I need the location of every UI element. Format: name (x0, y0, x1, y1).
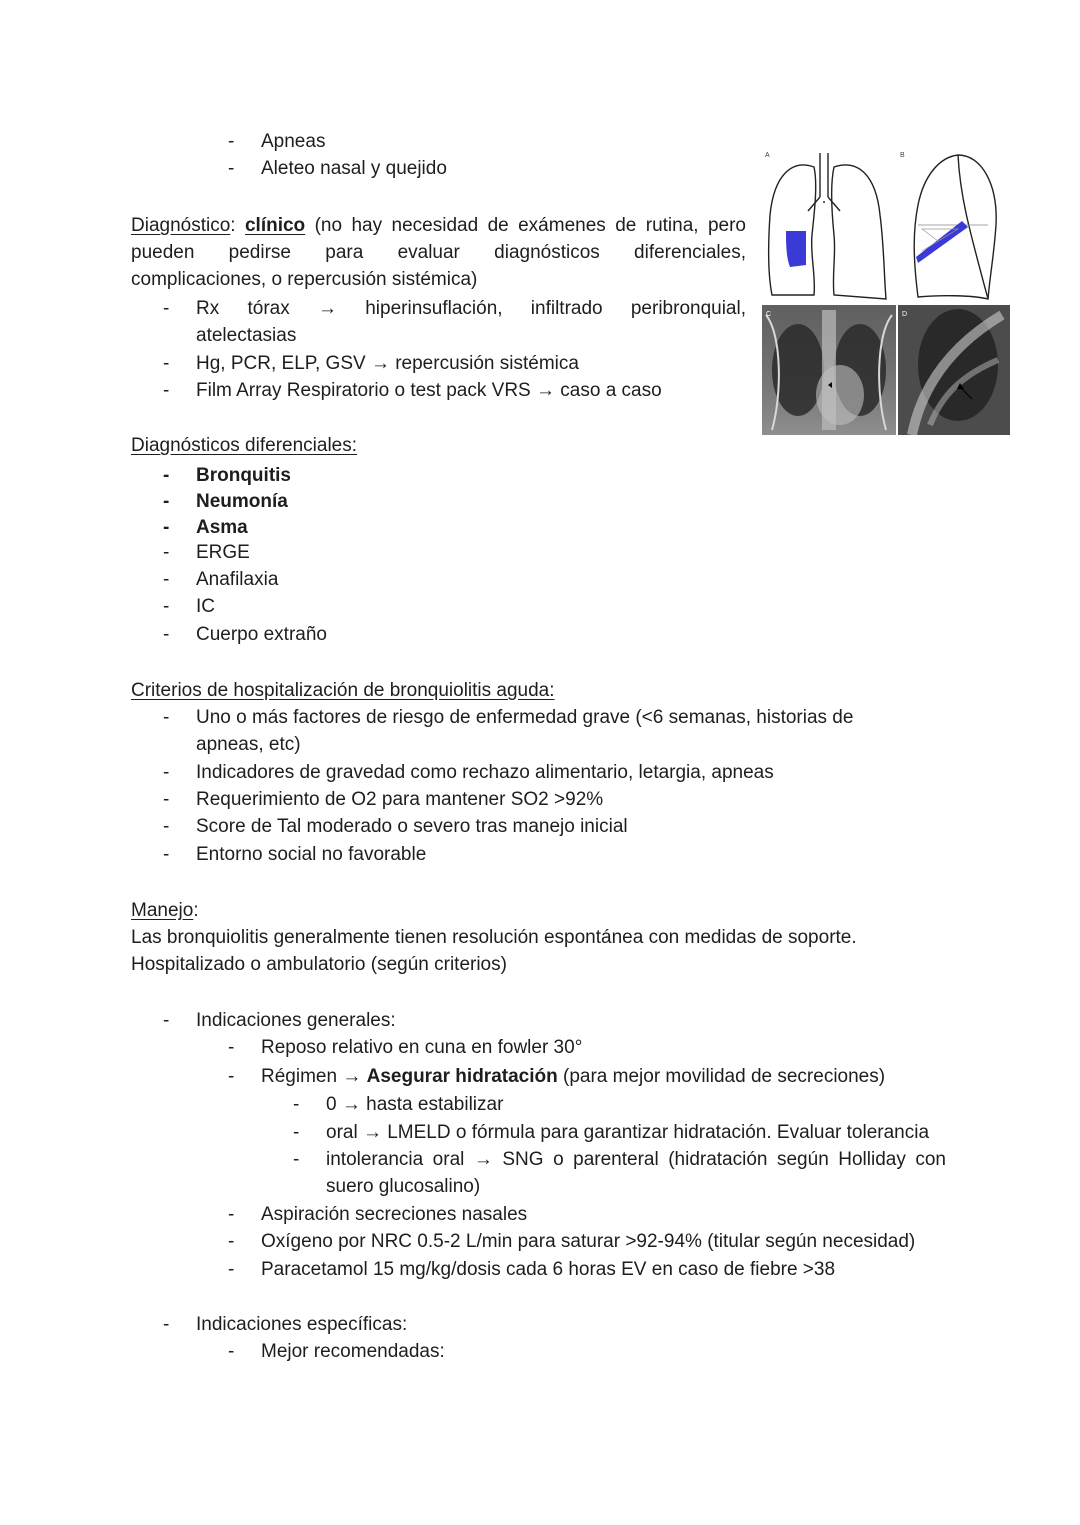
list-dash: - (163, 298, 170, 319)
xray-c (762, 305, 896, 435)
diferenciales-heading: Diagnósticos diferenciales: (131, 435, 358, 456)
list-dash: - (228, 1259, 235, 1280)
diagnostico-line-1: Diagnóstico: clínico (no hay necesidad de exámenes de rutina, pero (131, 215, 746, 236)
manejo-heading-line: Manejo: (131, 900, 199, 921)
list-dash: - (163, 1010, 170, 1031)
panel-label-b: B (900, 152, 905, 159)
panel-label-d: D (902, 311, 908, 318)
indicacion-regimen: Régimen → Asegurar hidratación (para mejor movilidad de secreciones) (261, 1066, 886, 1087)
list-dash: - (228, 1037, 235, 1058)
criterio-gravedad: Indicadores de gravedad como rechazo alimentario, letargia, apneas (196, 762, 774, 783)
lung-diagram-a (769, 153, 886, 299)
list-dash: - (293, 1122, 300, 1143)
list-dash: - (163, 816, 170, 837)
list-dash: - (163, 1314, 170, 1335)
collapse-highlight-a (786, 231, 806, 267)
diferencial-neumonia: Neumonía (196, 491, 288, 512)
list-item-apneas: Apneas (261, 131, 326, 152)
list-dash: - (163, 844, 170, 865)
list-dash: - (163, 707, 170, 728)
list-dash: - (163, 624, 170, 645)
indicacion-paracetamol: Paracetamol 15 mg/kg/dosis cada 6 horas EV en caso de fiebre >38 (261, 1259, 836, 1280)
indicacion-aspiracion: Aspiración secreciones nasales (261, 1204, 528, 1225)
criterio-oxigeno: Requerimiento de O2 para mantener SO2 >92% (196, 789, 604, 810)
list-dash: - (163, 491, 170, 512)
criterio-factores-line-1: Uno o más factores de riesgo de enfermedad grave (<6 semanas, historias de (196, 707, 854, 728)
list-dash: - (163, 465, 170, 486)
indicaciones-especificas-label: Indicaciones específicas: (196, 1314, 408, 1335)
diferencial-anafilaxia: Anafilaxia (196, 569, 279, 590)
regimen-intolerancia: intolerancia oral → SNG o parenteral (hidratación según Holliday con suero glucosalino) (326, 1149, 946, 1197)
diagnostico-line-2: pueden pedirse para evaluar diagnósticos diferenciales, (131, 242, 746, 263)
list-dash: - (163, 762, 170, 783)
list-item-film-array: Film Array Respiratorio o test pack VRS → caso a caso (196, 380, 662, 401)
list-item-rx: Rx tórax → hiperinsuflación, infiltrado peribronquial, atelectasias (196, 298, 746, 346)
list-dash: - (163, 596, 170, 617)
list-item-aleteo: Aleteo nasal y quejido (261, 158, 447, 179)
list-dash: - (163, 517, 170, 538)
list-dash: - (163, 353, 170, 374)
diferencial-ic: IC (196, 596, 215, 617)
regimen-oral: oral → LMELD o fórmula para garantizar hidratación. Evaluar tolerancia (326, 1122, 930, 1143)
list-dash: - (228, 1204, 235, 1225)
indicaciones-generales-label: Indicaciones generales: (196, 1010, 396, 1031)
list-dash: - (163, 380, 170, 401)
diferencial-cuerpo-extrano: Cuerpo extraño (196, 624, 327, 645)
list-dash: - (163, 569, 170, 590)
criterio-entorno: Entorno social no favorable (196, 844, 427, 865)
lung-figure (762, 145, 1010, 435)
diferencial-asma: Asma (196, 517, 248, 538)
panel-label-c: C (766, 311, 772, 318)
diagnostico-line-3: complicaciones, o repercusión sistémica) (131, 269, 478, 290)
list-dash: - (228, 1341, 235, 1362)
criterios-heading: Criterios de hospitalización de bronquiolitis aguda: (131, 680, 555, 701)
mejor-recomendadas: Mejor recomendadas: (261, 1341, 445, 1362)
indicacion-reposo: Reposo relativo en cuna en fowler 30° (261, 1037, 583, 1058)
xray-d (898, 305, 1010, 435)
regimen-cero: 0 → hasta estabilizar (326, 1094, 504, 1115)
list-dash: - (163, 789, 170, 810)
manejo-paragraph-1: Las bronquiolitis generalmente tienen resolución espontánea con medidas de soporte. (131, 927, 857, 948)
list-item-hg: Hg, PCR, ELP, GSV → repercusión sistémica (196, 353, 579, 374)
collapse-highlight-b (916, 221, 968, 263)
diagnostico-method: clínico (244, 215, 306, 236)
indicacion-oxigeno: Oxígeno por NRC 0.5-2 L/min para saturar >92-94% (titular según necesidad) (261, 1231, 916, 1252)
diferencial-erge: ERGE (196, 542, 250, 563)
lung-figure-svg (762, 145, 1010, 435)
manejo-heading: Manejo (131, 900, 194, 921)
diagnostico-paragraph (131, 212, 746, 293)
list-dash: - (228, 1231, 235, 1252)
list-dash: - (228, 131, 235, 152)
diferencial-bronquitis: Bronquitis (196, 465, 291, 486)
list-dash: - (163, 542, 170, 563)
list-dash: - (293, 1149, 300, 1170)
list-dash: - (228, 1066, 235, 1087)
regimen-bold: Asegurar hidratación (366, 1066, 558, 1087)
list-dash: - (293, 1094, 300, 1115)
diagnostico-heading: Diagnóstico (131, 215, 231, 236)
panel-label-a: A (765, 152, 770, 159)
criterio-score-tal: Score de Tal moderado o severo tras manejo inicial (196, 816, 628, 837)
list-dash: - (228, 158, 235, 179)
manejo-paragraph-2: Hospitalizado o ambulatorio (según criterios) (131, 954, 507, 975)
criterio-factores-line-2: apneas, etc) (196, 734, 301, 755)
